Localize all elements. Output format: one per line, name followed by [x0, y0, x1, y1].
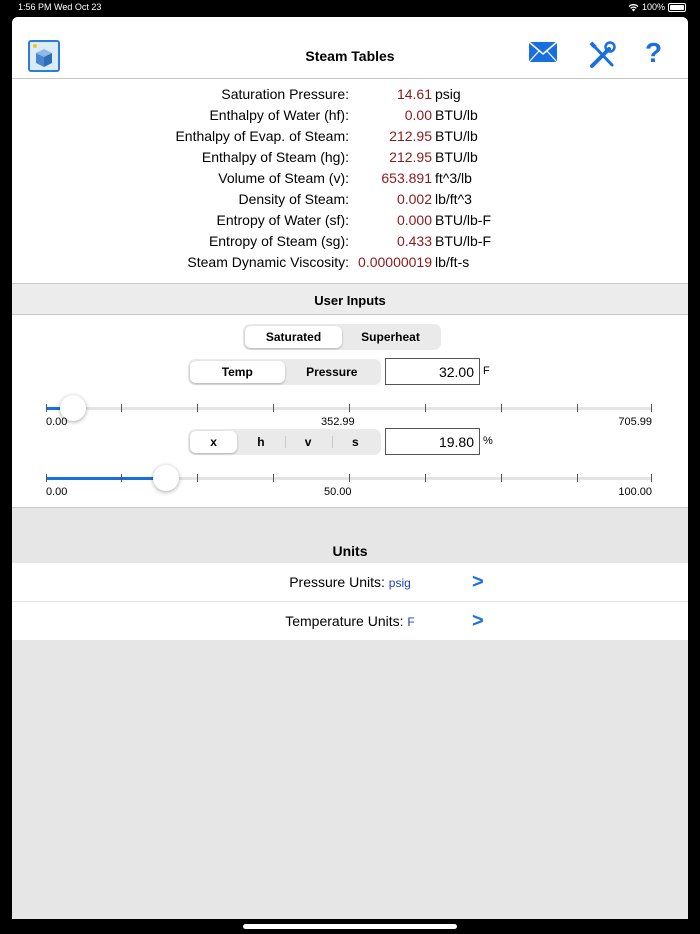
battery-icon — [668, 3, 686, 12]
input-type-segmented-control — [188, 359, 381, 385]
result-label: Enthalpy of Water (hf): — [209, 107, 349, 123]
slider-tick — [46, 474, 47, 482]
slider-tick — [121, 404, 122, 412]
result-label: Density of Steam: — [238, 191, 349, 207]
segment-s[interactable]: s — [332, 431, 379, 453]
result-label: Enthalpy of Evap. of Steam: — [175, 128, 349, 144]
temperature-unit: F — [483, 365, 490, 377]
result-unit: psig — [435, 86, 461, 102]
result-row — [12, 170, 688, 191]
result-label: Saturation Pressure: — [221, 86, 349, 102]
slider-mid-label: 352.99 — [321, 416, 355, 428]
temperature-units-label: Temperature Units: — [285, 613, 404, 629]
slider-tick — [577, 474, 578, 482]
temperature-input[interactable] — [385, 358, 480, 385]
result-unit: BTU/lb — [435, 107, 478, 123]
slider-tick — [46, 404, 47, 412]
slider-max-label: 705.99 — [618, 416, 652, 428]
pressure-units-label: Pressure Units: — [289, 574, 385, 590]
result-unit: ft^3/lb — [435, 170, 472, 186]
slider-max-label: 100.00 — [618, 486, 652, 498]
results-panel — [12, 79, 688, 283]
slider-tick — [349, 404, 350, 412]
pressure-units-value: psig — [388, 576, 411, 590]
result-row — [12, 149, 688, 170]
status-date: Wed Oct 23 — [54, 2, 102, 12]
slider-tick — [577, 404, 578, 412]
slider-tick — [501, 474, 502, 482]
slider-tick — [197, 474, 198, 482]
mode-segmented-control — [243, 324, 441, 350]
result-row — [12, 233, 688, 254]
nav-bar — [12, 17, 688, 79]
slider-tick — [273, 404, 274, 412]
result-unit: BTU/lb-F — [435, 212, 491, 228]
result-row — [12, 107, 688, 128]
slider-tick — [425, 404, 426, 412]
result-label: Steam Dynamic Viscosity: — [187, 254, 349, 270]
battery-percent: 100% — [641, 2, 665, 12]
result-unit: lb/ft-s — [435, 254, 470, 270]
segment-temp[interactable]: Temp — [190, 361, 285, 383]
result-row — [12, 128, 688, 149]
slider-tick — [349, 474, 350, 482]
slider-fill — [46, 477, 166, 480]
result-value: 14.61 — [396, 86, 432, 102]
tools-icon — [588, 41, 616, 69]
slider-tick — [197, 404, 198, 412]
slider-min-label: 0.00 — [46, 486, 68, 498]
result-row — [12, 86, 688, 107]
result-value: 212.95 — [389, 149, 432, 165]
slider-tick — [501, 404, 502, 412]
result-unit: BTU/lb — [435, 149, 478, 165]
result-label: Volume of Steam (v): — [218, 170, 349, 186]
pressure-units-text — [12, 574, 688, 590]
property-unit: % — [483, 435, 493, 447]
result-label: Entropy of Water (sf): — [216, 212, 349, 228]
result-unit: BTU/lb-F — [435, 233, 491, 249]
temperature-units-row[interactable] — [12, 602, 688, 640]
chevron-right-icon: > — [472, 571, 484, 593]
result-unit: BTU/lb — [435, 128, 478, 144]
result-row — [12, 254, 688, 275]
slider-tick — [121, 474, 122, 482]
result-row — [12, 191, 688, 212]
result-label: Entropy of Steam (sg): — [208, 233, 349, 249]
page-title: Steam Tables — [305, 48, 395, 64]
segment-pressure[interactable]: Pressure — [306, 365, 358, 379]
temperature-units-text — [12, 613, 688, 629]
help-button[interactable]: ? — [645, 37, 663, 68]
result-value: 0.433 — [396, 233, 432, 249]
temperature-units-value: F — [407, 615, 415, 629]
result-value: 0.002 — [396, 191, 432, 207]
segment-h[interactable]: h — [257, 435, 265, 449]
slider-tick — [273, 474, 274, 482]
property-segmented-control — [188, 429, 381, 455]
result-value: 212.95 — [389, 128, 432, 144]
property-slider-thumb[interactable] — [153, 465, 179, 491]
pressure-units-row[interactable] — [12, 563, 688, 601]
result-value: 0.00 — [404, 107, 432, 123]
user-inputs-panel — [12, 315, 688, 508]
slider-tick — [425, 474, 426, 482]
units-header: Units — [12, 525, 688, 571]
result-value: 0.000 — [396, 212, 432, 228]
property-slider[interactable] — [46, 465, 652, 498]
slider-mid-label: 50.00 — [324, 486, 352, 498]
wifi-icon — [628, 3, 639, 12]
result-value: 653.891 — [381, 170, 432, 186]
chevron-right-icon: > — [472, 610, 484, 632]
settings-button[interactable] — [588, 41, 616, 74]
result-label: Enthalpy of Steam (hg): — [201, 149, 349, 165]
status-indicators — [628, 2, 686, 12]
result-value: 0.00000019 — [358, 254, 432, 270]
slider-min-label: 0.00 — [46, 416, 68, 428]
segment-saturated[interactable]: Saturated — [245, 326, 342, 348]
segment-x[interactable]: x — [190, 431, 237, 453]
segment-superheat[interactable]: Superheat — [361, 330, 420, 344]
home-indicator[interactable] — [243, 924, 457, 929]
mail-icon — [528, 41, 558, 63]
temperature-slider[interactable] — [46, 395, 652, 428]
result-unit: lb/ft^3 — [435, 191, 472, 207]
app-screen — [12, 17, 688, 919]
status-bar — [0, 0, 700, 16]
status-time: 1:56 PM — [18, 2, 52, 12]
slider-tick — [651, 404, 652, 412]
property-input[interactable] — [385, 428, 480, 455]
email-button[interactable] — [528, 41, 558, 68]
segment-v[interactable]: v — [285, 431, 332, 453]
result-row — [12, 212, 688, 233]
slider-tick — [651, 474, 652, 482]
user-inputs-header: User Inputs — [12, 283, 688, 315]
